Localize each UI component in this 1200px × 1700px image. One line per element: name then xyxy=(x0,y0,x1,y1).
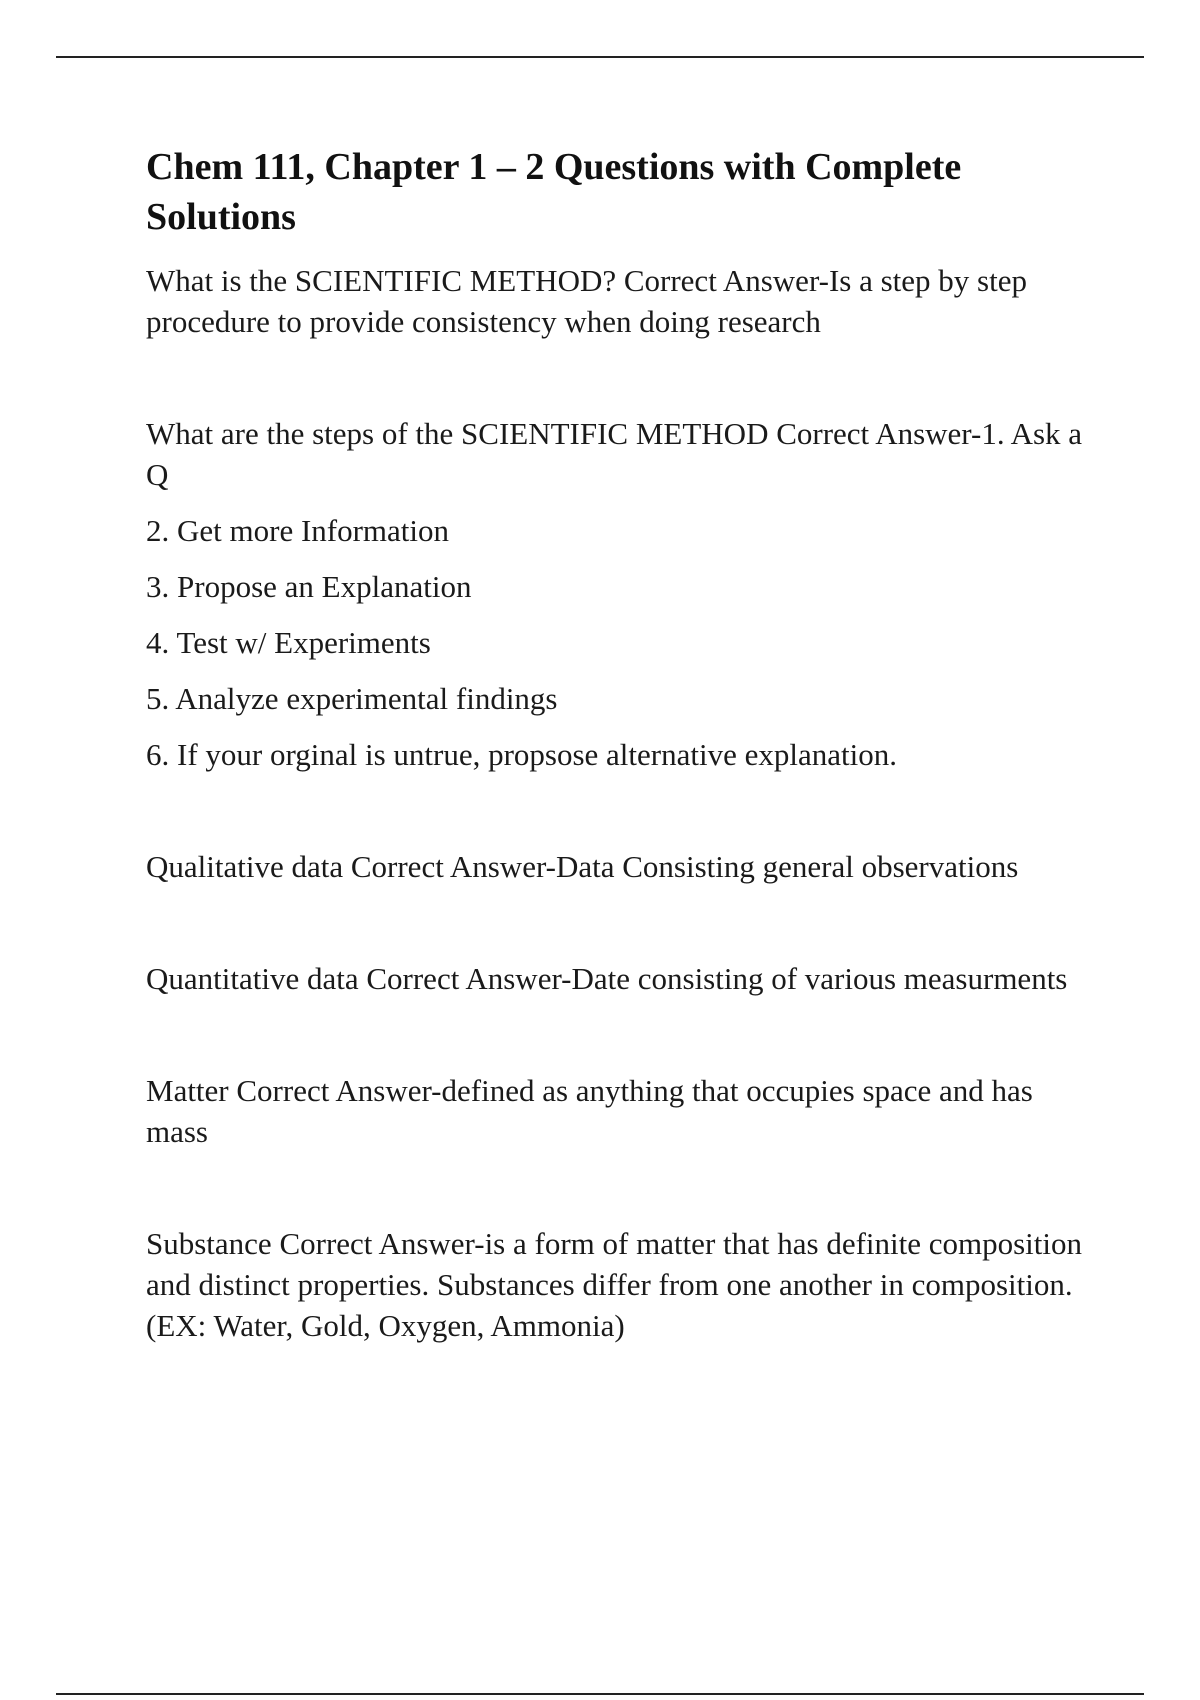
step-item: 6. If your orginal is untrue, propsose alternative explanation. xyxy=(146,737,897,772)
top-rule xyxy=(56,56,1144,58)
step-item: 2. Get more Information xyxy=(146,513,450,548)
bottom-rule xyxy=(56,1693,1144,1695)
document-body xyxy=(146,142,1086,1346)
qa-matter: Matter Correct Answer-defined as anything that occupies space and has mass xyxy=(146,1073,1033,1149)
step-item: 5. Analyze experimental findings xyxy=(146,681,558,716)
qa-quantitative-data: Quantitative data Correct Answer-Date consisting of various measurments xyxy=(146,961,1068,996)
step-item: 3. Propose an Explanation xyxy=(146,569,472,604)
qa-scientific-method-steps: What are the steps of the SCIENTIFIC METHOD Correct Answer-1. Ask a Q xyxy=(146,416,1083,492)
step-item: 4. Test w/ Experiments xyxy=(146,625,431,660)
qa-substance: Substance Correct Answer-is a form of matter that has definite composition and distinct properties. Substances differ from one another in composition. (EX: Water, Gold, Oxygen, Ammonia) xyxy=(146,1226,1083,1343)
qa-qualitative-data: Qualitative data Correct Answer-Data Consisting general observations xyxy=(146,849,1019,884)
qa-scientific-method: What is the SCIENTIFIC METHOD? Correct Answer-Is a step by step procedure to provide consistency when doing research xyxy=(146,263,1027,339)
document-title: Chem 111, Chapter 1 – 2 Questions with Complete Solutions xyxy=(146,146,962,238)
